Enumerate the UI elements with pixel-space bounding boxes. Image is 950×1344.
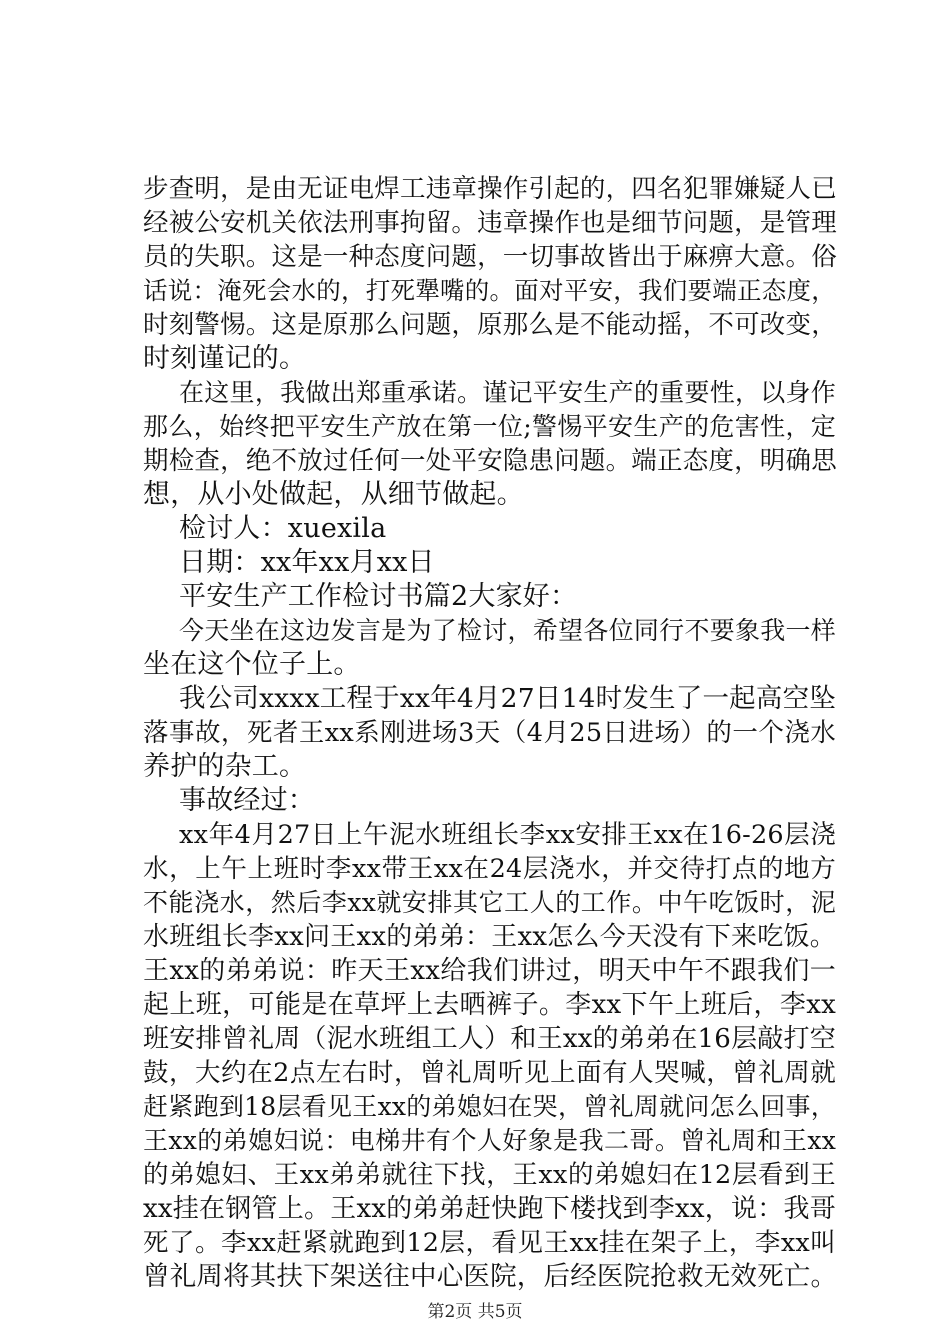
text-line: xx年4月27日上午泥水班组长李xx安排王xx在16-26层浇 <box>179 820 836 850</box>
text-line: 坐在这个位子上。 <box>143 649 361 680</box>
text-line: 养护的杂工。 <box>143 751 307 782</box>
text-line: 王xx的弟弟说：昨天王xx给我们讲过，明天中午不跟我们一 <box>143 956 836 986</box>
text-line: 落事故，死者王xx系刚进场3天（4月25日进场）的一个浇水 <box>143 718 836 748</box>
text-line: 王xx的弟媳妇说：电梯井有个人好象是我二哥。曾礼周和王xx <box>143 1126 836 1155</box>
text-line: 事故经过： <box>179 785 315 816</box>
text-line: 想，从小处做起，从细节做起。 <box>143 479 524 510</box>
text-line: 经被公安机关依法刑事拘留。违章操作也是细节问题，是管理 <box>143 208 837 238</box>
text-line: 员的失职。这是一种态度问题，一切事故皆出于麻痹大意。俗 <box>143 242 837 272</box>
text-line: 死了。李xx赶紧就跑到12层，看见王xx挂在架子上，李xx叫 <box>143 1228 836 1258</box>
date-line: 日期：xx年xx月xx日 <box>179 547 435 578</box>
text-line: 的弟媳妇、王xx弟弟就往下找，王xx的弟媳妇在12层看到王 <box>143 1160 836 1190</box>
text-line: 水，上午上班时李xx带王xx在24层浇水，并交待打点的地方 <box>143 854 836 884</box>
text-line: xx挂在钢管上。王xx的弟弟赶快跑下楼找到李xx，说：我哥 <box>143 1194 836 1224</box>
text-line: 那么，始终把平安生产放在第一位;警惕平安生产的危害性，定 <box>143 412 836 441</box>
text-line: 在这里，我做出郑重承诺。谨记平安生产的重要性，以身作 <box>179 378 836 407</box>
document-body <box>143 172 836 1294</box>
text-line: 不能浇水，然后李xx就安排其它工人的工作。中午吃饭时，泥 <box>143 888 836 917</box>
section-heading: 平安生产工作检讨书篇2大家好： <box>179 581 578 612</box>
signature-line: 检讨人：xuexila <box>179 513 387 544</box>
page-indicator: 第2页 共5页 <box>427 1302 523 1322</box>
text-line: 水班组长李xx问王xx的弟弟：王xx怎么今天没有下来吃饭。 <box>143 922 836 952</box>
text-line: 鼓，大约在2点左右时，曾礼周听见上面有人哭喊，曾礼周就 <box>143 1058 836 1088</box>
text-line: 话说：淹死会水的，打死犟嘴的。面对平安，我们要端正态度， <box>143 276 836 305</box>
text-line: 起上班，可能是在草坪上去晒裤子。李xx下午上班后，李xx <box>143 990 836 1020</box>
text-line: 时刻警惕。这是原那么问题，原那么是不能动摇，不可改变， <box>143 310 837 340</box>
text-line: 步查明，是由无证电焊工违章操作引起的，四名犯罪嫌疑人已 <box>143 174 837 204</box>
text-line: 赶紧跑到18层看见王xx的弟媳妇在哭，曾礼周就问怎么回事， <box>143 1092 836 1121</box>
text-line: 时刻谨记的。 <box>143 343 307 374</box>
text-line: 班安排曾礼周（泥水班组工人）和王xx的弟弟在16层敲打空 <box>143 1024 836 1054</box>
text-line: 我公司xxxx工程于xx年4月27日14时发生了一起高空坠 <box>179 683 836 714</box>
text-line: 曾礼周将其扶下架送往中心医院，后经医院抢救无效死亡。 <box>143 1261 838 1292</box>
text-line: 期检查，绝不放过任何一处平安隐患问题。端正态度，明确思 <box>143 446 837 476</box>
text-line: 今天坐在这边发言是为了检讨，希望各位同行不要象我一样 <box>179 616 836 645</box>
